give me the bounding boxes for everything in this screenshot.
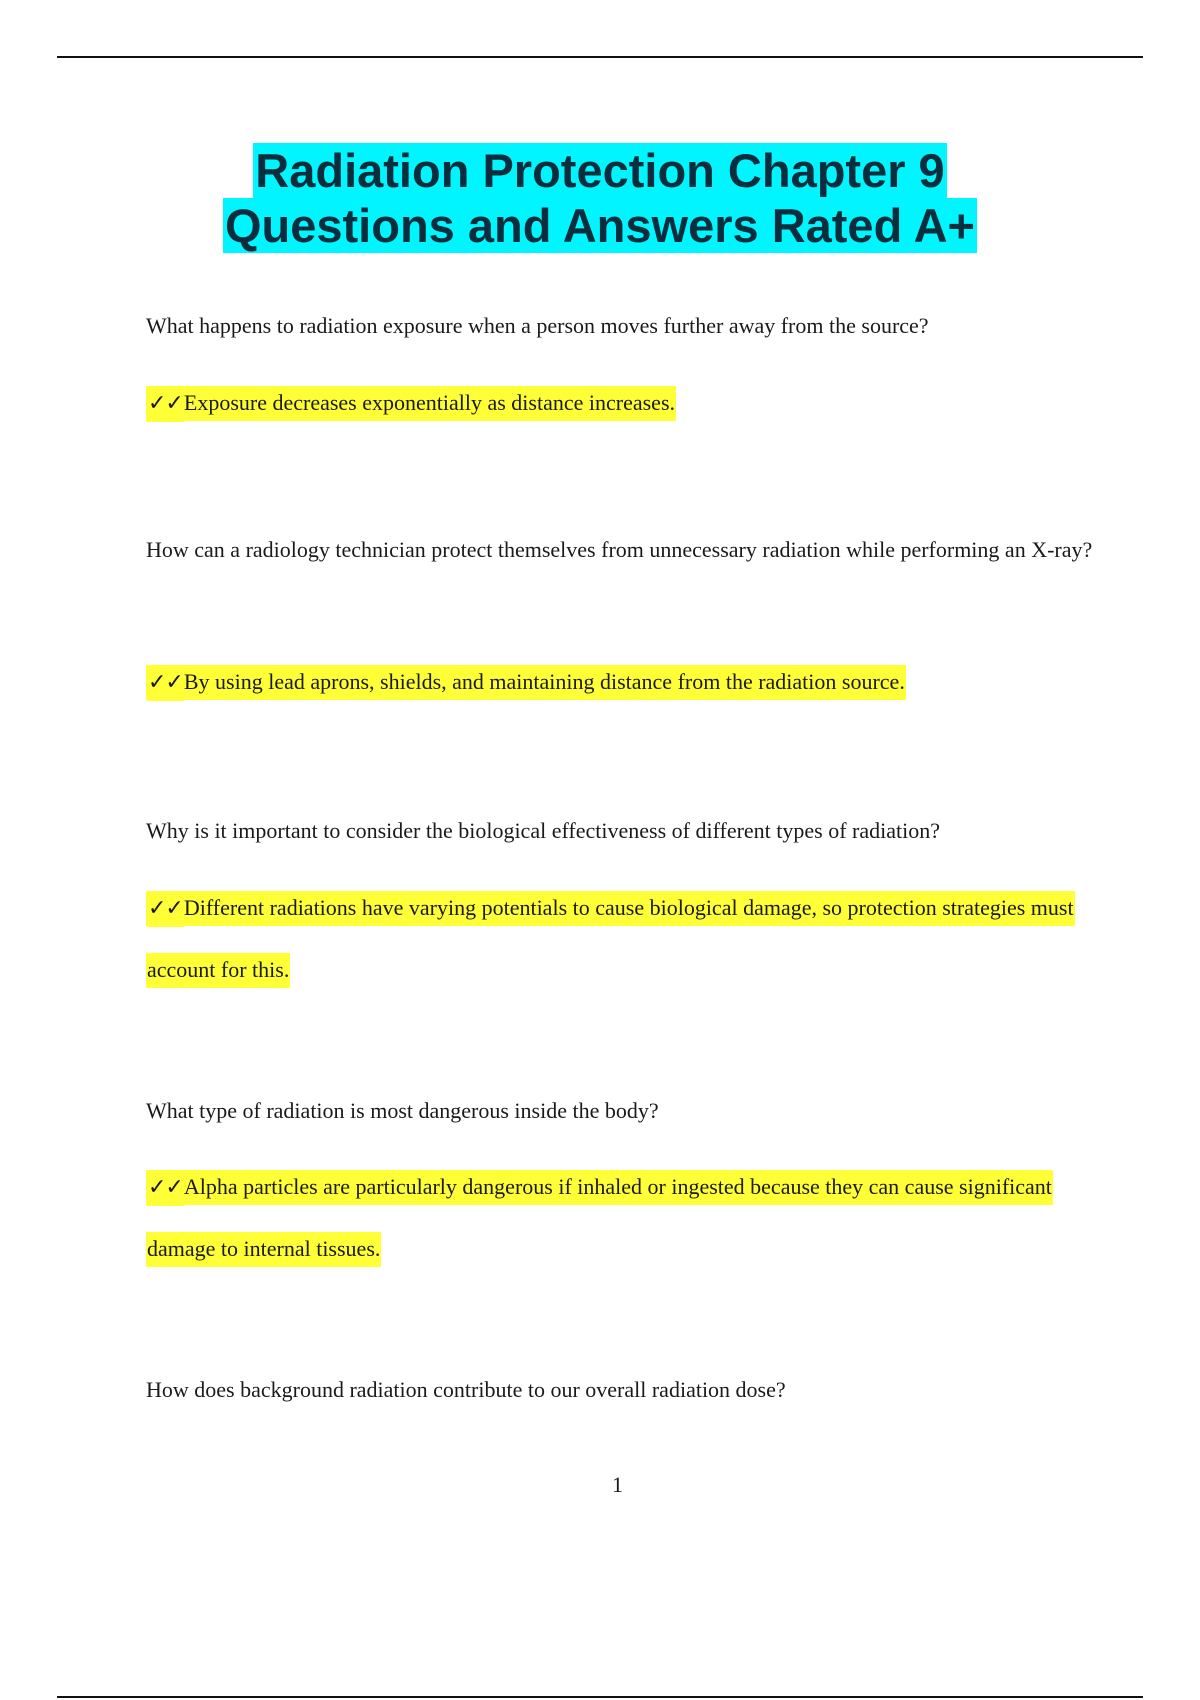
title-line-2: Questions and Answers Rated A+ <box>224 199 975 252</box>
answer-1 <box>146 372 1096 434</box>
answer-2 <box>146 651 1096 713</box>
question-2: How can a radiology technician protect themselves from unnecessary radiation while performing an X-ray? <box>146 537 1093 562</box>
check-mark-icon: ✓✓ <box>147 666 184 701</box>
answer-2-text: By using lead aprons, shields, and maintaining distance from the radiation source. <box>183 669 905 694</box>
question-5: How does background radiation contribute to our overall radiation dose? <box>146 1377 786 1402</box>
header-rule <box>57 56 1143 58</box>
footer-rule <box>57 1696 1143 1698</box>
page-number: 1 <box>612 1472 623 1497</box>
answer-1-text: Exposure decreases exponentially as distance increases. <box>183 390 676 415</box>
answer-4-text: Alpha particles are particularly dangerous if inhaled or ingested because they can cause significant damage to internal tissues. <box>147 1174 1052 1261</box>
check-mark-icon: ✓✓ <box>147 892 184 927</box>
check-mark-icon: ✓✓ <box>147 387 184 422</box>
answer-4 <box>146 1156 1096 1279</box>
question-3: Why is it important to consider the biological effectiveness of different types of radiation? <box>146 818 941 843</box>
question-1: What happens to radiation exposure when a person moves further away from the source? <box>146 313 929 338</box>
check-mark-icon: ✓✓ <box>147 1171 184 1206</box>
title-line-1: Radiation Protection Chapter 9 <box>255 144 945 197</box>
answer-3 <box>146 877 1096 1000</box>
answer-3-text: Different radiations have varying potentials to cause biological damage, so protection strategies must account for this. <box>147 895 1074 982</box>
question-4: What type of radiation is most dangerous inside the body? <box>146 1098 659 1123</box>
document-title <box>0 143 1200 253</box>
